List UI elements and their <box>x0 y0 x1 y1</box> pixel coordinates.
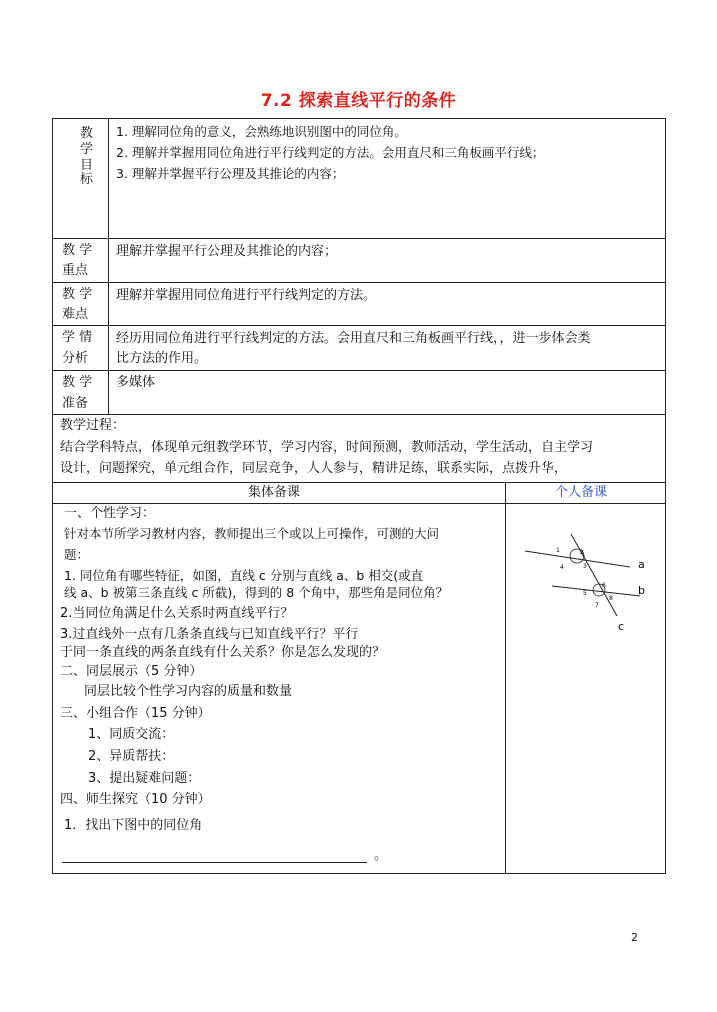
process-heading: 教学过程： <box>60 418 126 433</box>
line-b <box>552 586 640 596</box>
angle-label-8: 8 <box>609 595 613 602</box>
line-a <box>525 551 630 567</box>
question-1: 1. 同位角有哪些特征，如图，直线 c 分别与直线 a、b 相交(或直 <box>64 568 424 583</box>
section-3-item: 1、同质交流： <box>88 727 175 742</box>
objective-item: 3. 理解并掌握平行公理及其推论的内容； <box>116 166 345 181</box>
analysis-label-2: 分析 <box>62 351 89 366</box>
angle-label-1: 1 <box>556 547 560 554</box>
key-points-label-2: 重点 <box>62 263 89 278</box>
angle-label-7: 7 <box>595 602 599 609</box>
exercise-1: 1．找出下图中的同位角 <box>64 818 203 833</box>
line-c <box>571 534 617 616</box>
section-2-text: 同层比较个性学习内容的质量和数量 <box>84 684 293 699</box>
objective-item: 1. 理解同位角的意义，会熟练地识别图中的同位角。 <box>116 124 407 139</box>
preparation-label: 教 学 <box>62 375 93 390</box>
preparation-label-2: 准备 <box>62 396 89 411</box>
page-title: 7.2 探索直线平行的条件 <box>260 91 457 111</box>
exercise-1-end: 。 <box>374 848 388 863</box>
analysis-label: 学 情 <box>62 330 93 345</box>
process-line: 结合学科特点，体现单元组教学环节，学习内容，时间预测，教师活动，学生活动，自主学习 <box>60 440 594 455</box>
difficulty-label: 教 学 <box>62 287 93 302</box>
transversal-figure <box>520 530 660 640</box>
section-2-heading: 二、同层展示（5 分钟） <box>60 664 203 679</box>
section-3-item: 2、异质帮扶： <box>88 749 175 764</box>
group-prep-header: 集体备课 <box>248 485 301 500</box>
section-1-heading: 一、个性学习： <box>64 506 156 521</box>
line-a-label: a <box>638 558 645 571</box>
line-c-label: c <box>618 620 625 633</box>
page-number: 2 <box>631 931 638 944</box>
preparation-text: 多媒体 <box>116 375 156 390</box>
objective-item: 2. 理解并掌握用同位角进行平行线判定的方法。会用直尺和三角板画平行线； <box>116 145 545 160</box>
question-3-cont: 于同一条直线的两条直线有什么关系？你是怎么发现的？ <box>60 645 386 660</box>
question-3: 3.过直线外一点有几条条直线与已知直线平行？平行 <box>60 627 359 642</box>
analysis-text-line: 经历用同位角进行平行线判定的方法。会用直尺和三角板画平行线，，进一步体会类 <box>116 331 591 346</box>
angle-label-3: 3 <box>583 563 587 570</box>
section-4-heading: 四、师生探究（10 分钟） <box>60 792 211 807</box>
angle-label-4: 4 <box>560 564 564 571</box>
process-line: 设计，问题探究，单元组合作，同层竞争，人人参与，精讲足练，联系实际，点拨升华， <box>60 461 568 476</box>
section-1-intro-2: 题： <box>64 547 90 562</box>
line-b-label: b <box>638 584 645 597</box>
key-points-text: 理解并掌握平行公理及其推论的内容； <box>116 244 338 259</box>
answer-blank-line <box>62 862 367 863</box>
difficulty-text: 理解并掌握用同位角进行平行线判定的方法。 <box>116 288 377 303</box>
angle-label-5: 5 <box>583 590 587 597</box>
question-2: 2.当同位角满足什么关系时两直线平行？ <box>60 606 294 621</box>
personal-prep-header: 个人备课 <box>555 485 608 500</box>
section-3-item: 3、提出疑难问题： <box>88 771 201 786</box>
difficulty-label-2: 难点 <box>62 307 89 322</box>
analysis-text-line: 比方法的作用。 <box>116 351 208 366</box>
angle-label-2: 2 <box>580 549 584 556</box>
question-1-cont: 线 a、b 被第三条直线 c 所截)，得到的 8 个角中，那些角是同位角？ <box>64 585 449 600</box>
key-points-label: 教 学 <box>62 243 93 258</box>
angle-label-6: 6 <box>602 582 606 589</box>
section-3-heading: 三、小组合作（15 分钟） <box>60 706 211 721</box>
section-1-intro: 针对本节所学习教材内容，教师提出三个或以上可操作，可测的大问 <box>64 526 440 541</box>
